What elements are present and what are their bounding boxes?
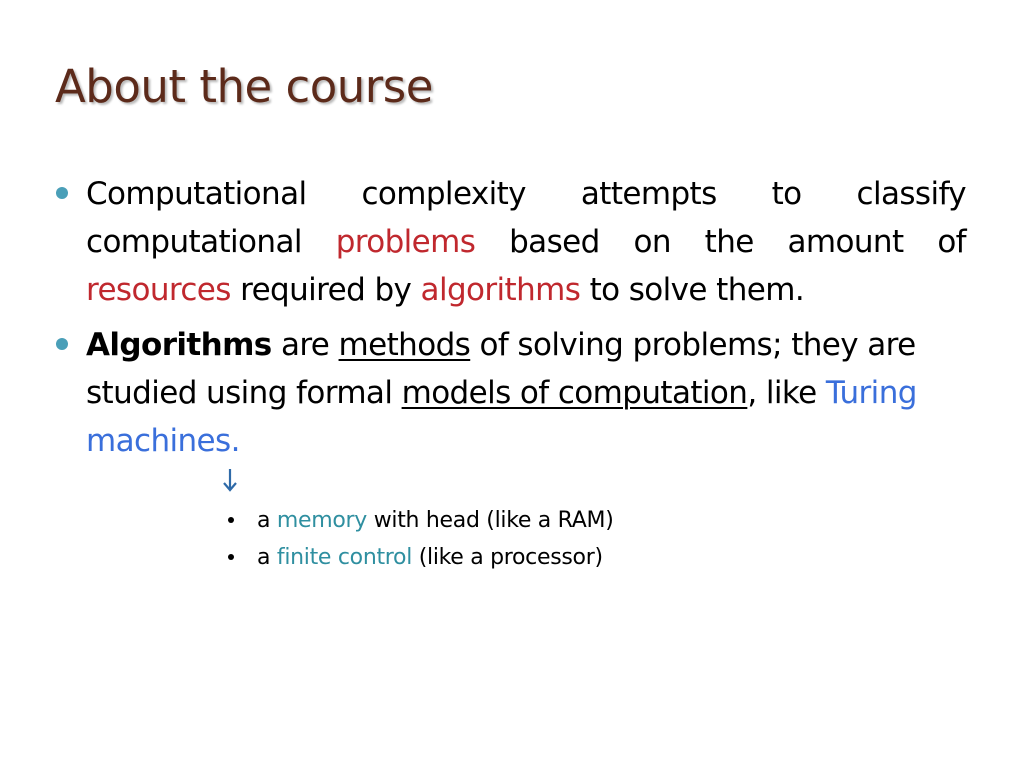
bullet-1-line-1: Computational complexity attempts to classify	[86, 176, 966, 212]
term-algorithms-bold: Algorithms	[86, 327, 272, 363]
text-segment: required by	[240, 272, 412, 308]
bullet-item-algorithms	[56, 321, 936, 465]
sub-bullet-list	[225, 502, 613, 576]
term-turing-machines: Turing machines.	[86, 375, 917, 459]
term-resources: resources	[86, 272, 231, 308]
term-problems: problems	[335, 224, 476, 260]
text-segment: based on the amount of	[509, 224, 966, 260]
bullet-item-complexity	[56, 170, 966, 314]
bullet-dot-icon	[56, 187, 68, 199]
text-segment: (like a processor)	[418, 545, 603, 570]
text-segment: to solve them.	[589, 272, 805, 308]
text-segment: , like	[747, 375, 817, 411]
term-methods: methods	[338, 327, 471, 363]
text-segment: with head (like a RAM)	[373, 508, 614, 533]
bullet-dot-icon	[56, 338, 68, 350]
text-segment: of solving problems; they are studied using formal	[86, 327, 916, 411]
term-memory: memory	[276, 508, 368, 533]
text-segment: a	[257, 545, 271, 570]
slide-title: About the course	[55, 60, 433, 113]
bullet-1-line-2	[86, 218, 966, 266]
term-models-of-computation: models of computation	[401, 375, 748, 411]
term-algorithms: algorithms	[420, 272, 581, 308]
arrow-down-icon	[220, 466, 240, 494]
sub-bullet-memory	[225, 502, 613, 539]
sub-bullet-dot-icon	[228, 554, 234, 560]
slide-content	[56, 170, 966, 465]
bullet-1-line-3	[86, 266, 966, 314]
term-finite-control: finite control	[276, 545, 413, 570]
sub-bullet-dot-icon	[228, 517, 234, 523]
sub-bullet-finite-control	[225, 539, 613, 576]
text-segment: are	[280, 327, 330, 363]
text-segment: a	[257, 508, 271, 533]
text-segment: computational	[86, 224, 302, 260]
